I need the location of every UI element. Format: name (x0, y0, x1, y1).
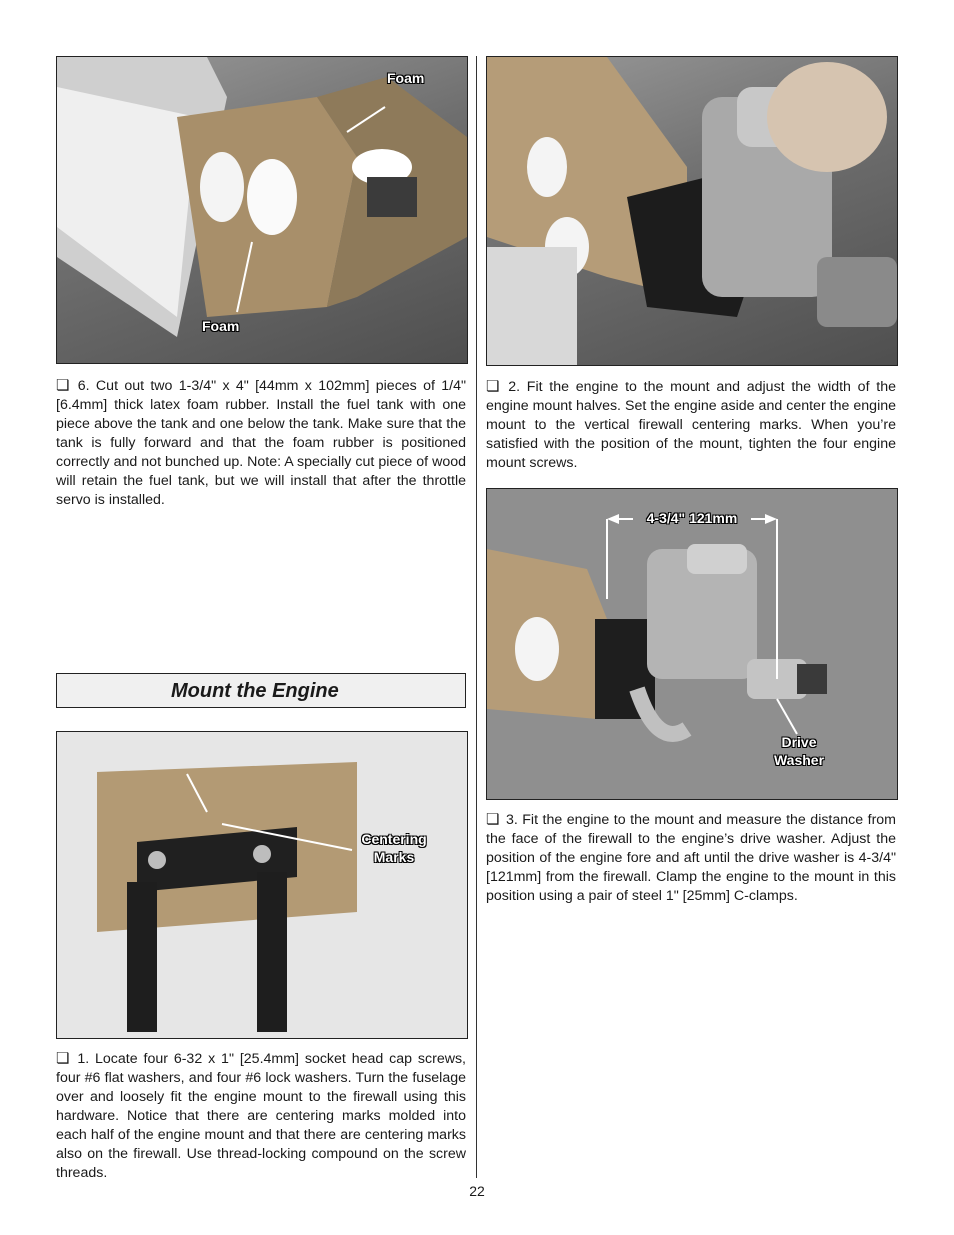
drive-washer-callout: Drive Washer (773, 734, 825, 768)
section-heading-box (56, 673, 466, 708)
step-2-instructions (486, 377, 896, 473)
section-heading: Mount the Engine (171, 680, 339, 702)
checkbox-icon[interactable]: ❏ (486, 378, 500, 395)
foam-callout-top: Foam (387, 70, 425, 86)
photo-fit-engine (486, 56, 898, 366)
step-1-text: 1. Locate four 6-32 x 1" [25.4mm] socket head cap screws, four #6 flat washers, and four #6 lock washers. Turn the fuselage over and loosely fit the engine mount to the firewall using this hardware. Notice that there are centering marks molded into each half of the engine mount and that there are centering marks also on the firewall. Use thread-locking compound on the screw threads. (56, 1051, 466, 1181)
dimension-label: 4-3/4" 121mm (633, 509, 751, 527)
checkbox-icon[interactable]: ❏ (56, 377, 70, 394)
step-3-text: 3. Fit the engine to the mount and measure the distance from the face of the firewall to the engine’s drive washer. Adjust the position of the engine fore and aft until the drive washer is 4-3/4" [121mm] from the firewall. Clamp the engine to the mount in this position using a pair of steel 1" [25mm] C-clamps. (486, 812, 896, 904)
engine-fit-illustration (487, 57, 897, 365)
photo-engine-mount-centering (56, 731, 468, 1039)
photo-drive-washer-measure (486, 488, 898, 800)
page-number: 22 (469, 1183, 485, 1199)
fuselage-illustration (57, 57, 467, 363)
step-2-text: 2. Fit the engine to the mount and adjust the width of the engine mount halves. Set the engine aside and center the engine mount to the vertical firewall centering marks. When you’re satisfied with the position of the mount, tighten the four engine mount screws. (486, 379, 896, 471)
foam-callout-bottom: Foam (202, 318, 240, 334)
step-6-text: 6. Cut out two 1-3/4" x 4" [44mm x 102mm] pieces of 1/4" [6.4mm] thick latex foam rubber. Install the fuel tank with one piece above the tank and one below the tank. Make sure that the tank is fully forward and that the foam rubber is positioned correctly and not bunched up. Note: A specially cut piece of wood will retain the fuel tank, but we will install that after the throttle servo is installed. (56, 378, 466, 508)
checkbox-icon[interactable]: ❏ (56, 1050, 70, 1067)
step-6-instructions (56, 376, 466, 510)
column-divider (476, 56, 477, 1178)
engine-mount-illustration (57, 732, 467, 1038)
step-3-instructions (486, 810, 896, 906)
drive-washer-illustration (487, 489, 897, 799)
checkbox-icon[interactable]: ❏ (486, 811, 500, 828)
photo-fuel-tank-foam (56, 56, 468, 364)
centering-marks-callout: Centering Marks (361, 831, 427, 865)
step-1-instructions (56, 1049, 466, 1183)
